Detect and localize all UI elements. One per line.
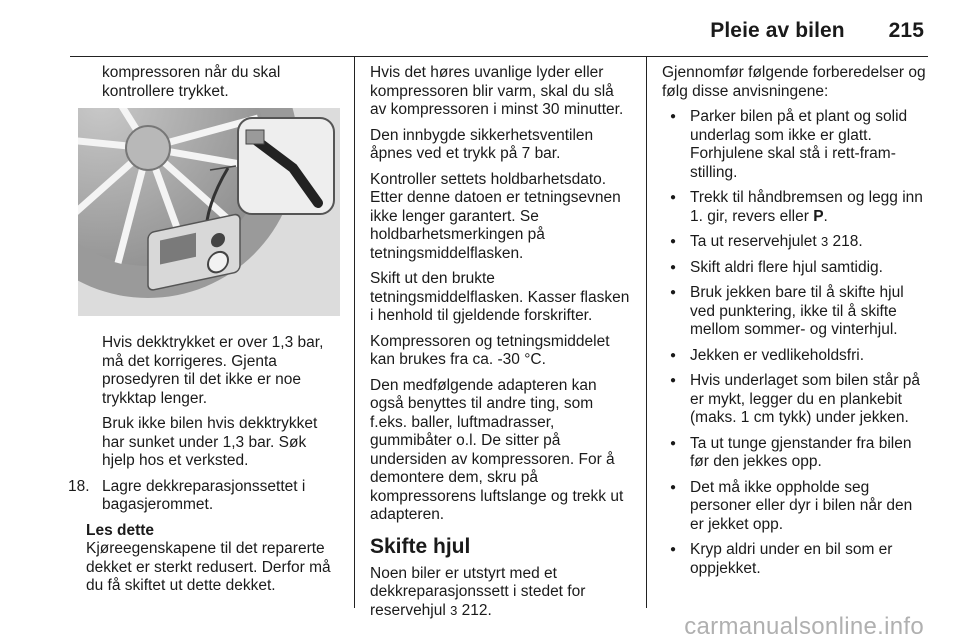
list-item: ● Kryp aldri under en bil som er oppjekket. bbox=[662, 541, 928, 578]
page-ref-link[interactable]: 218. bbox=[832, 233, 863, 250]
page-ref-arrow-icon: 3 bbox=[450, 602, 458, 618]
list-item: ● Det må ikke oppholde seg personer eller dyr i bilen når den er jekket opp. bbox=[662, 479, 928, 535]
col3-intro: Gjennomfør følgende forberedelser og følg disse anvisningene: bbox=[662, 64, 926, 100]
col2-paragraph: Den innbygde sikkerhetsventilen åpnes ved et trykk på 7 bar. bbox=[370, 126, 594, 162]
col2-paragraph: Kompressoren og tetningsmiddelet kan brukes fra ca. -30 °C. bbox=[370, 332, 610, 368]
step-18 bbox=[68, 477, 340, 515]
col1-pressure-text: Hvis dekktrykket er over 1,3 bar, må det korrigeres. Gjenta prosedyren til det ikke er noe trykktap lenger. bbox=[102, 334, 324, 407]
list-item: ● Jekken er vedlikeholdsfri. bbox=[662, 347, 928, 366]
list-item-text: Trekk til håndbremsen og legg inn 1. gir, revers eller bbox=[690, 189, 923, 225]
header-rule bbox=[70, 56, 928, 57]
list-item bbox=[662, 233, 928, 252]
list-item: ● Parker bilen på et plant og solid underlag som ikke er glatt. Forhjulene skal stå i rett-fram-stilling. bbox=[662, 108, 928, 182]
col1-warning-text: Bruk ikke bilen hvis dekktrykket har sunket under 1,3 bar. Søk hjelp hos et verksted. bbox=[102, 415, 318, 469]
column-2 bbox=[370, 64, 632, 627]
page-header bbox=[710, 19, 924, 42]
instruction-list bbox=[662, 108, 928, 578]
page-ref-link[interactable]: 212. bbox=[461, 601, 492, 619]
column-1 bbox=[68, 64, 340, 596]
page-ref-arrow-icon: 3 bbox=[820, 234, 829, 249]
col2-paragraph: Hvis det høres uvanlige lyder eller kompressoren blir varm, skal du slå av kompressoren i minst 30 minutter. bbox=[370, 64, 624, 118]
col1-intro: kompressoren når du skal kontrollere trykket. bbox=[102, 64, 281, 100]
section-heading: Skifte hjul bbox=[370, 534, 471, 558]
note-text: Kjøreegenskapene til det reparerte dekket er sterkt redusert. Derfor må du få skiftet ut dette dekket. bbox=[86, 540, 331, 594]
page-number: 215 bbox=[888, 19, 924, 42]
list-item: ● Skift aldri flere hjul samtidig. bbox=[662, 259, 928, 278]
column-divider-2 bbox=[646, 56, 647, 608]
list-item: ● Bruk jekken bare til å skifte hjul ved punktering, ikke til å skifte mellom sommer- og vinterhjul. bbox=[662, 284, 928, 340]
column-divider-1 bbox=[354, 56, 355, 608]
compressor-wheel-illustration bbox=[78, 108, 340, 316]
watermark: carmanualsonline.info bbox=[684, 612, 924, 640]
col2-paragraph: Kontroller settets holdbarhetsdato. Etter denne datoen er tetningsevnen ikke lenger garantert. Se holdbarhetsmerkingen på tetningsmiddelflasken. bbox=[370, 170, 621, 262]
paragraph-text: Noen biler er utstyrt med et dekkreparasjonssett i stedet for reservehjul bbox=[370, 564, 586, 619]
column-3 bbox=[662, 64, 928, 585]
list-item: ● Ta ut tunge gjenstander fra bilen før den jekkes opp. bbox=[662, 435, 928, 472]
col2-paragraph: Skift ut den brukte tetningsmiddelflasken. Kasser flasken i henhold til gjeldende forskrifter. bbox=[370, 270, 630, 324]
list-item: ● Hvis underlaget som bilen står på er mykt, legger du en plankebit (maks. 1 cm tykk) under jekken. bbox=[662, 372, 928, 428]
gear-p-label: P bbox=[813, 207, 824, 225]
note-heading: Les dette bbox=[86, 521, 155, 539]
col2-paragraph: Den medfølgende adapteren kan også benyttes til andre ting, som f.eks. baller, luftmadrasser, gummibåter o.l. De sitter på undersiden av kompressoren. For å demontere dem, skru på kompressorens luftslange og trekk ut adapteren. bbox=[370, 376, 624, 523]
list-item-end: . bbox=[823, 207, 828, 225]
list-item bbox=[662, 189, 928, 226]
step-text: Lagre dekkreparasjonssettet i bagasjerommet. bbox=[102, 477, 306, 513]
list-item-text: Ta ut reservehjulet bbox=[690, 233, 817, 250]
note-box bbox=[78, 522, 340, 596]
col2-paragraph bbox=[370, 565, 632, 621]
page-title: Pleie av bilen bbox=[710, 19, 845, 42]
step-number: 18. bbox=[68, 477, 90, 495]
